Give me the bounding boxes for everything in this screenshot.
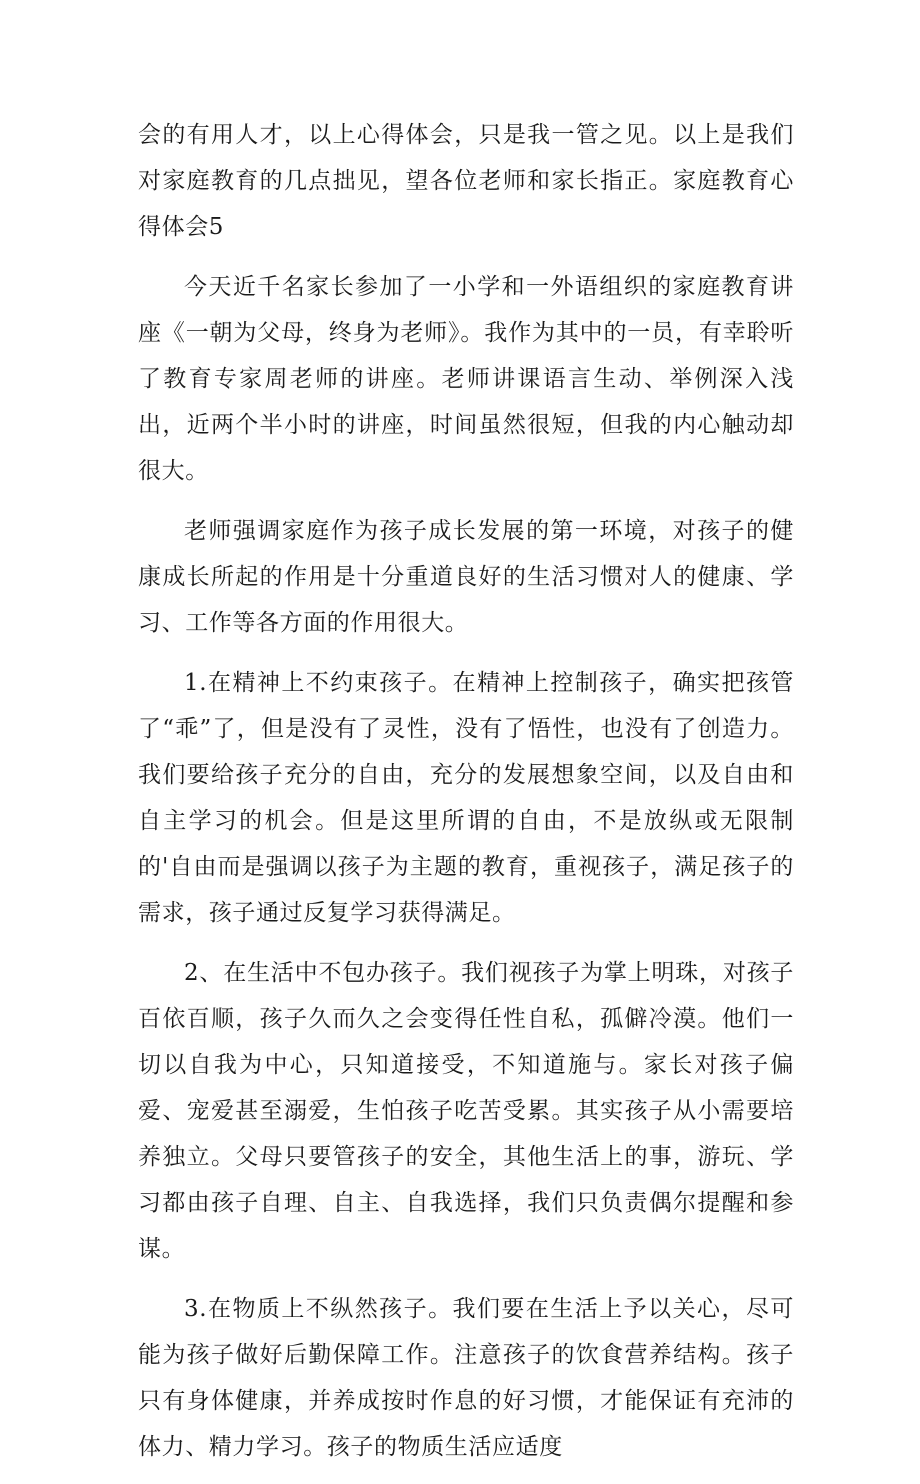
paragraph-continuation: 会的有用人才，以上心得体会，只是我一管之见。以上是我们对家庭教育的几点拙见，望各位老师和家长指正。家庭教育心得体会5	[138, 122, 794, 240]
document-body	[138, 112, 794, 1484]
paragraph-family-environment: 老师强调家庭作为孩子成长发展的第一环境，对孩子的健康成长所起的作用是十分重道良好的生活习惯对人的健康、学习、工作等各方面的作用很大。	[138, 518, 794, 636]
paragraph-point-3-material: 3.在物质上不纵然孩子。我们要在生活上予以关心，尽可能为孩子做好后勤保障工作。注意孩子的饮食营养结构。孩子只有身体健康，并养成按时作息的好习惯，才能保证有充沛的体力、精力学习。孩子的物质生活应适度	[138, 1296, 794, 1460]
paragraph-point-1-spirit: 1.在精神上不约束孩子。在精神上控制孩子，确实把孩管了“乖”了，但是没有了灵性，没有了悟性，也没有了创造力。我们要给孩子充分的自由，充分的发展想象空间，以及自由和自主学习的机会。但是这里所谓的自由，不是放纵或无限制的'自由而是强调以孩子为主题的教育，重视孩子，满足孩子的需求，孩子通过反复学习获得满足。	[138, 670, 794, 926]
paragraph-lecture-intro: 今天近千名家长参加了一小学和一外语组织的家庭教育讲座《一朝为父母，终身为老师》。我作为其中的一员，有幸聆听了教育专家周老师的讲座。老师讲课语言生动、举例深入浅出，近两个半小时的讲座，时间虽然很短，但我的内心触动却很大。	[138, 274, 794, 484]
paragraph-point-2-life: 2、在生活中不包办孩子。我们视孩子为掌上明珠，对孩子百依百顺，孩子久而久之会变得任性自私，孤僻冷漠。他们一切以自我为中心，只知道接受，不知道施与。家长对孩子偏爱、宠爱甚至溺爱，生怕孩子吃苦受累。其实孩子从小需要培养独立。父母只要管孩子的安全，其他生活上的事，游玩、学习都由孩子自理、自主、自我选择，我们只负责偶尔提醒和参谋。	[138, 960, 794, 1262]
